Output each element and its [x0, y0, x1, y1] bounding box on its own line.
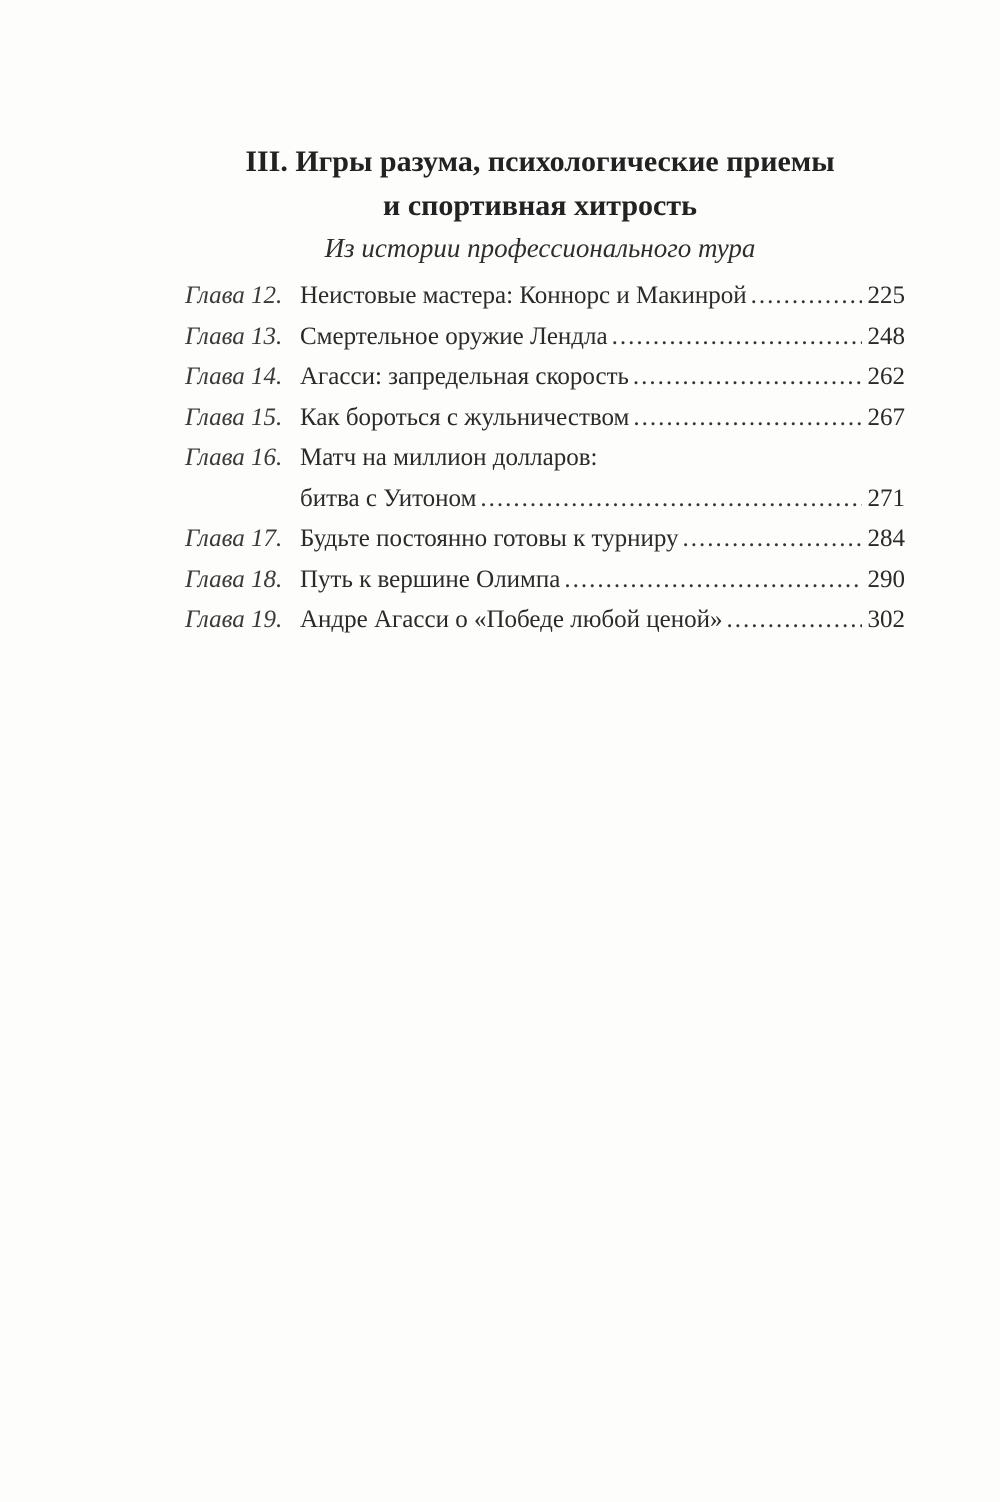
dot-leader — [683, 519, 862, 560]
chapter-title: битва с Уитоном — [300, 484, 477, 512]
page-number: 302 — [867, 606, 905, 633]
chapter-title: Будьте постоянно готовы к турниру — [300, 525, 679, 552]
table-of-contents — [185, 276, 905, 641]
page-number: 284 — [867, 525, 905, 552]
page-number: 262 — [867, 363, 905, 390]
page-number: 271 — [867, 484, 905, 512]
page-number: 290 — [867, 565, 905, 593]
chapter-label: Глава 13. — [185, 322, 283, 350]
chapter-label: Глава 12. — [185, 282, 283, 309]
chapter-label: Глава 16. — [185, 444, 283, 471]
chapter-title: Андре Агасси о «Победе любой ценой» — [300, 606, 723, 633]
toc-entry-chapter-18 — [185, 560, 905, 601]
dot-leader — [751, 276, 862, 317]
page-number: 248 — [867, 322, 905, 350]
dot-leader — [612, 317, 862, 358]
section-heading — [160, 140, 920, 268]
chapter-label: Глава 18. — [185, 565, 283, 593]
toc-entry-chapter-19 — [185, 600, 905, 641]
section-subtitle: Из истории профессионального тура — [324, 233, 756, 263]
toc-entry-chapter-16 — [185, 438, 905, 519]
chapter-label: Глава 14. — [185, 363, 283, 390]
dot-leader — [633, 357, 862, 398]
section-title-line-1: III. Игры разума, психологические приемы — [245, 145, 835, 178]
section-title-line-2: и спортивная хитрость — [383, 189, 697, 222]
chapter-title: Как бороться с жульничеством — [300, 403, 630, 431]
chapter-title: Смертельное оружие Лендла — [300, 322, 608, 350]
toc-entry-chapter-15 — [185, 398, 905, 439]
chapter-title: Путь к вершине Олимпа — [300, 565, 561, 593]
dot-leader — [727, 600, 862, 641]
toc-entry-chapter-17 — [185, 519, 905, 560]
dot-leader — [480, 479, 861, 520]
dot-leader — [564, 560, 861, 601]
chapter-label: Глава 19. — [185, 606, 283, 633]
toc-entry-chapter-12 — [185, 276, 905, 317]
dot-leader — [633, 398, 861, 439]
chapter-label: Глава 17. — [185, 525, 283, 552]
chapter-title-line-1: Матч на миллион долларов: — [300, 444, 598, 471]
chapter-title: Агасси: запредельная скорость — [300, 363, 629, 390]
toc-entry-chapter-13 — [185, 317, 905, 358]
chapter-label: Глава 15. — [185, 403, 283, 431]
chapter-title: Неистовые мастера: Коннорс и Макинрой — [300, 282, 747, 309]
toc-entry-chapter-14 — [185, 357, 905, 398]
page-number: 267 — [867, 403, 905, 431]
page-number: 225 — [867, 282, 905, 309]
